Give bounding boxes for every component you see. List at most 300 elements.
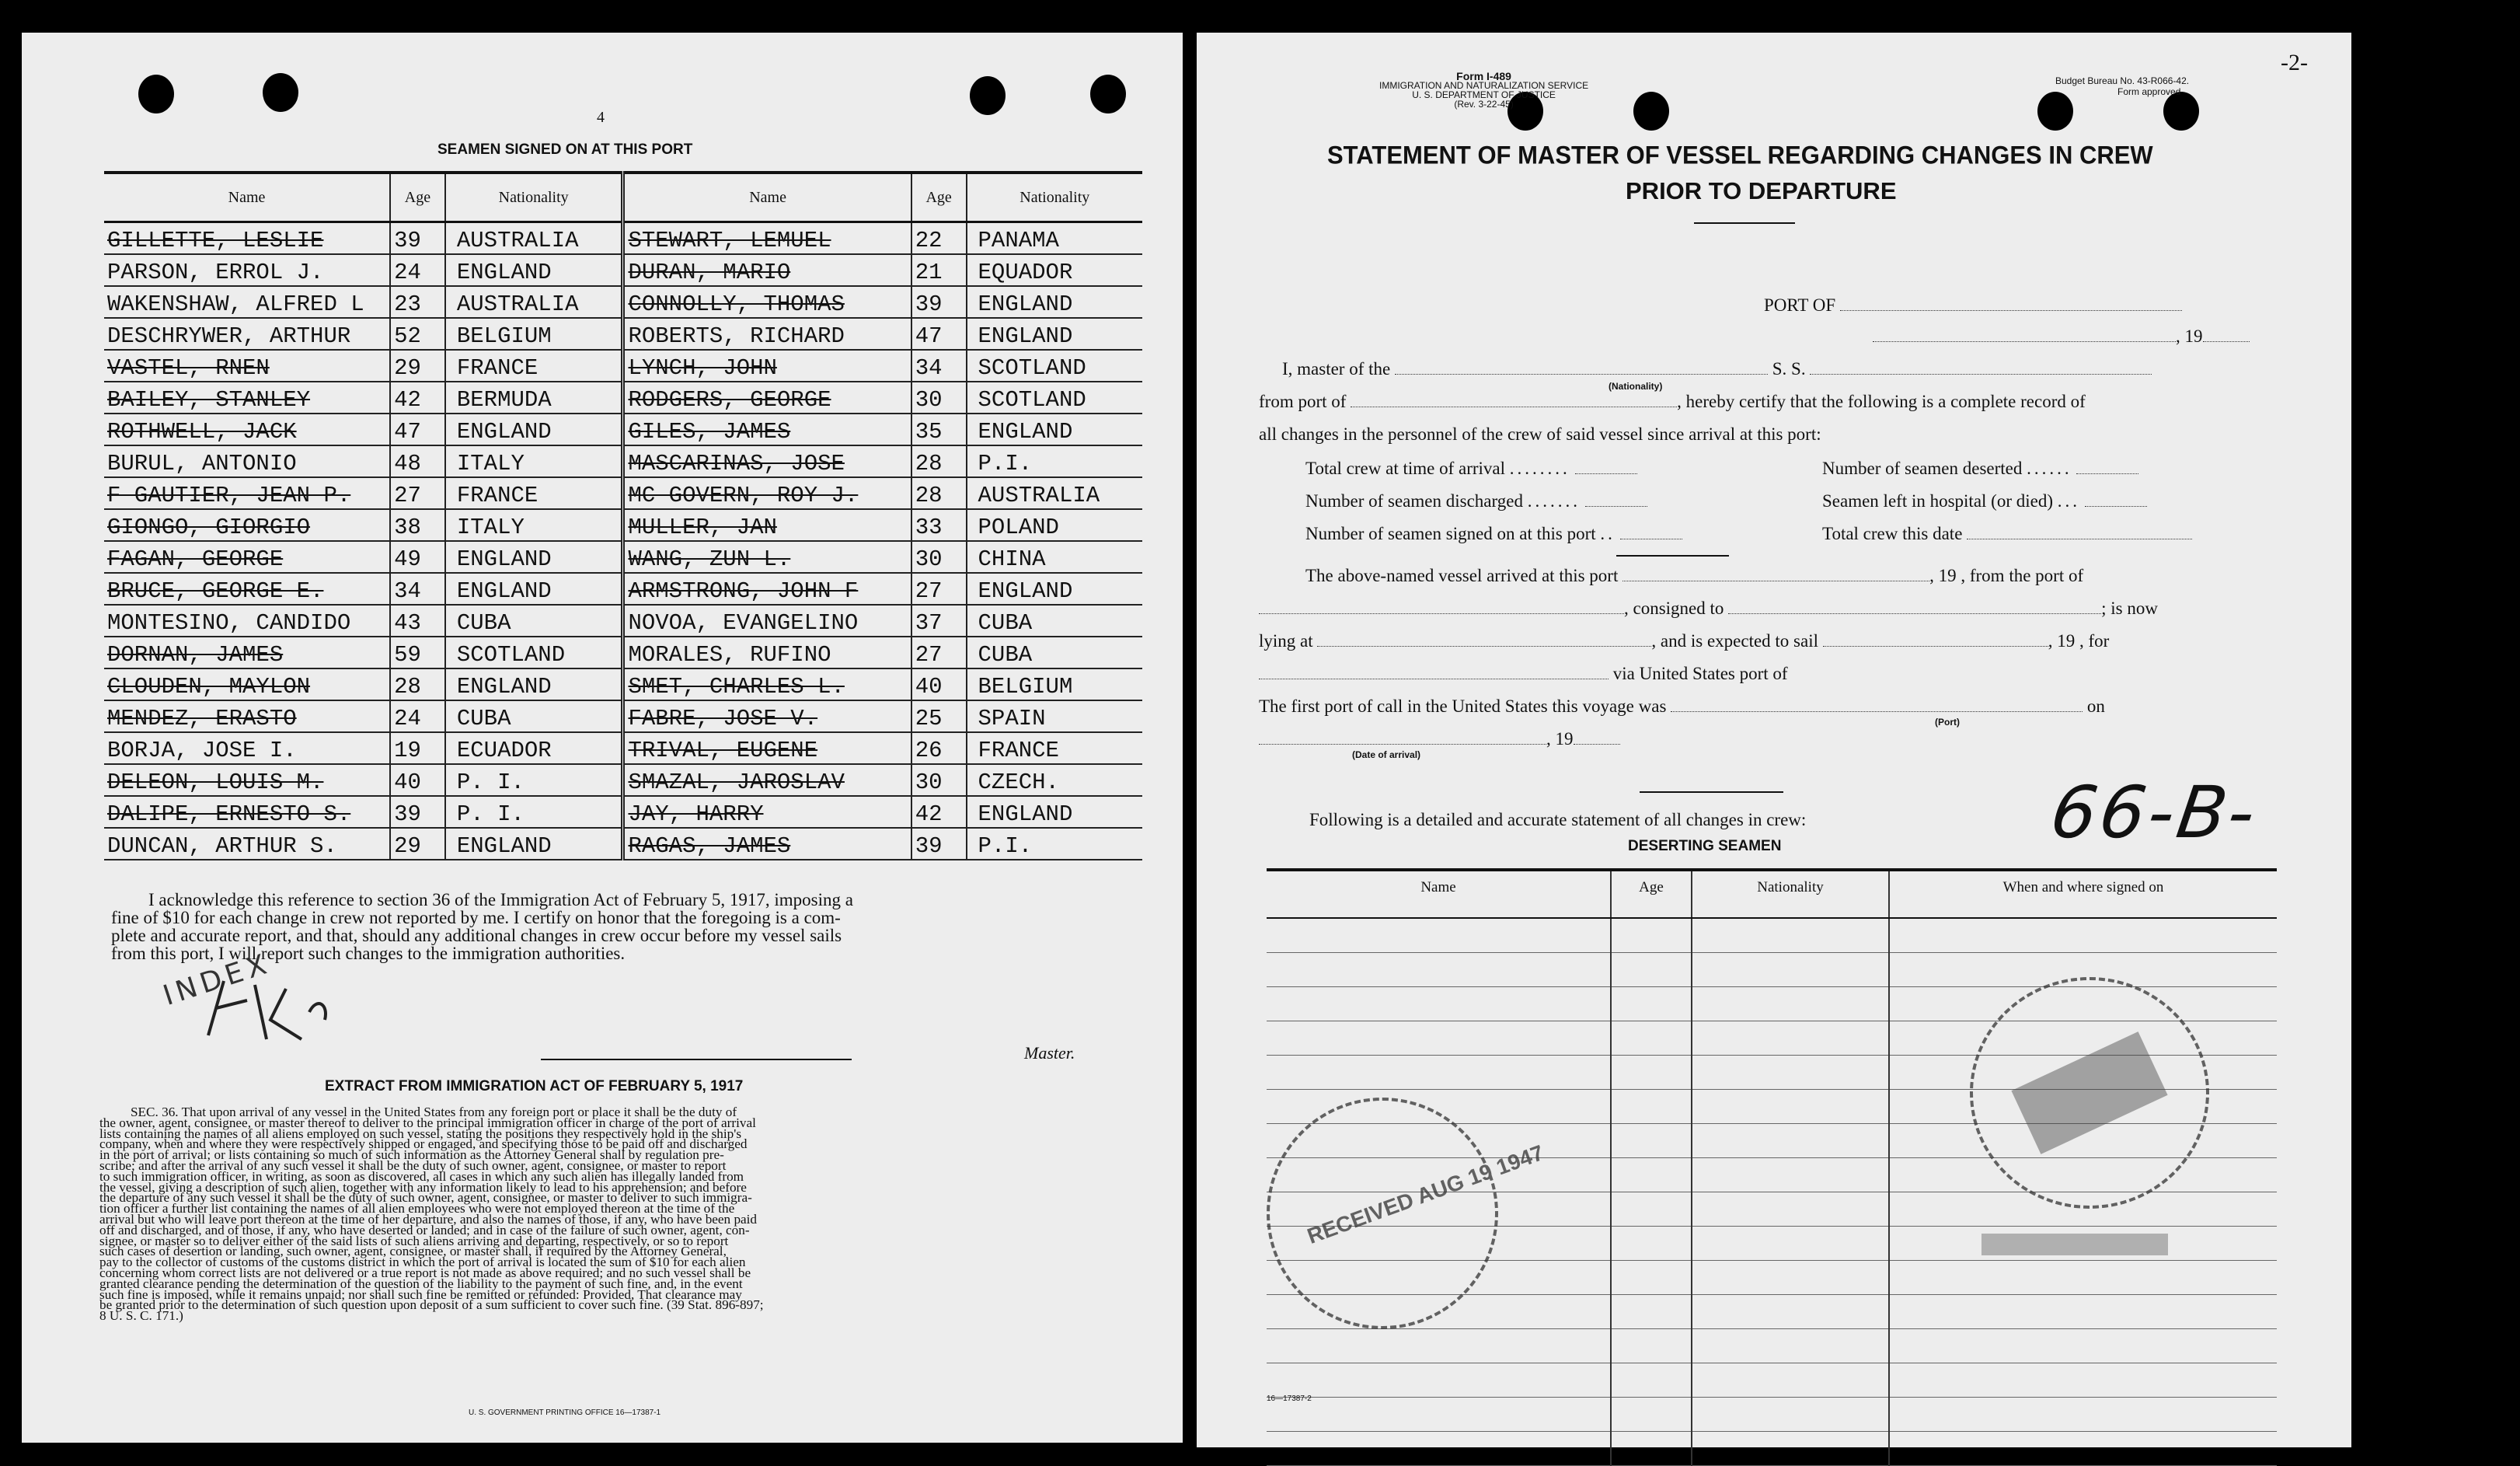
desert-signed-cell[interactable] [1889, 1295, 2277, 1329]
date-caption: (Date of arrival) [1352, 749, 1421, 760]
seaman-nationality: PANAMA [967, 222, 1142, 255]
via-label: via United States port of [1612, 664, 1788, 683]
seaman-name: GILES, JAMES [623, 414, 911, 445]
deserted-line: Number of seamen deserted ...... [1822, 459, 2138, 479]
desert-age-cell[interactable] [1611, 1432, 1692, 1466]
seaman-nationality: CZECH. [967, 764, 1142, 796]
seaman-name: WAKENSHAW, ALFRED L [104, 286, 390, 318]
seaman-age: 38 [390, 509, 445, 541]
seaman-nationality: AUSTRALIA [445, 286, 623, 318]
punch-hole [1090, 75, 1126, 113]
hospital-field[interactable] [2085, 492, 2147, 507]
for-label: , 19 , for [2048, 631, 2110, 651]
desert-nationality-cell[interactable] [1692, 1261, 1889, 1295]
master-line [1259, 359, 2152, 379]
form-header [1379, 72, 1588, 109]
col-age: Age [390, 173, 445, 222]
total-arrival-field[interactable] [1575, 459, 1637, 474]
extract-line: the owner, agent, consignee, or master thereof to deliver to the principal immigration officer in charge of the port of arrival [99, 1115, 756, 1130]
year-label: , 19 [2176, 326, 2203, 346]
desert-nationality-cell[interactable] [1692, 1432, 1889, 1466]
seaman-name: RAGAS, JAMES [623, 828, 911, 860]
extract-line: company, when and where they were respectively shipped or engaged, and specifying those to be paid off and discharged [99, 1136, 748, 1152]
table-row [104, 509, 1142, 541]
table-row [1267, 1398, 2277, 1432]
table-row [1267, 918, 2277, 953]
following-text: Following is a detailed and accurate statement of all changes in crew: [1309, 810, 1807, 829]
extract-line: scribe; and after the arrival of any such vessel it shall be the duty of such owner, agent, consignee, or master to report [99, 1157, 727, 1173]
destination-field[interactable] [1259, 665, 1609, 679]
deserting-title: DESERTING SEAMEN [1628, 838, 1782, 854]
desert-age-cell[interactable] [1611, 1363, 1692, 1398]
seamen-signed-title: SEAMEN SIGNED ON AT THIS PORT [437, 141, 693, 158]
year-field[interactable] [2203, 327, 2250, 342]
port-of-field[interactable] [1840, 296, 2182, 311]
sail-date-field[interactable] [1823, 632, 2048, 647]
desert-name-cell[interactable] [1267, 1432, 1611, 1466]
seaman-name: DORNAN, JAMES [104, 637, 390, 668]
desert-age-cell[interactable] [1611, 987, 1692, 1021]
table-row [104, 254, 1142, 286]
desert-nationality-cell[interactable] [1692, 1090, 1889, 1124]
discharged-line: Number of seamen discharged ....... [1305, 491, 1647, 511]
desert-signed-cell[interactable] [1889, 1398, 2277, 1432]
hospital-label: Seamen left in hospital (or died) [1822, 491, 2054, 511]
seaman-name: DELEON, LOUIS M. [104, 764, 390, 796]
desert-nationality-cell[interactable] [1692, 1329, 1889, 1363]
seaman-nationality: P. I. [445, 796, 623, 828]
desert-nationality-cell[interactable] [1692, 1158, 1889, 1192]
seaman-age: 43 [390, 605, 445, 637]
seaman-age: 39 [390, 796, 445, 828]
expected-label: , and is expected to sail [1651, 631, 1818, 651]
table-row [104, 668, 1142, 700]
table-row [104, 605, 1142, 637]
received-stamp [1267, 1098, 1547, 1329]
seaman-name: DALIPE, ERNESTO S. [104, 796, 390, 828]
form-number: Form I-489 [1456, 70, 1511, 82]
seaman-name: DURAN, MARIO [623, 254, 911, 286]
seaman-name: BURUL, ANTONIO [104, 445, 390, 477]
right-page [1197, 33, 2351, 1447]
seaman-nationality: AUSTRALIA [445, 222, 623, 255]
first-port-line [1259, 696, 2105, 717]
seaman-nationality: ENGLAND [445, 828, 623, 860]
extract-line: such cases of desertion or landing, such owner, agent, consignee, or master shall, if required by the Attorney General, [99, 1244, 727, 1259]
seaman-age: 49 [390, 541, 445, 573]
seaman-nationality: P. I. [445, 764, 623, 796]
seaman-name: GILLETTE, LESLIE [104, 222, 390, 255]
punch-hole [138, 75, 174, 113]
form-revision: (Rev. 3-22-45) [1454, 99, 1514, 110]
punch-hole [970, 76, 1006, 115]
handwritten-initials-mark [193, 965, 340, 1051]
desert-age-cell[interactable] [1611, 1192, 1692, 1227]
consignee-field[interactable] [1728, 599, 2101, 614]
col-age: Age [1611, 870, 1692, 918]
mid-rule [1640, 791, 1783, 793]
table-row [104, 445, 1142, 477]
desert-nationality-cell[interactable] [1692, 1398, 1889, 1432]
desert-age-cell[interactable] [1611, 1329, 1692, 1363]
seaman-age: 42 [911, 796, 967, 828]
seaman-age: 52 [390, 318, 445, 350]
seaman-age: 22 [911, 222, 967, 255]
seaman-nationality: ITALY [445, 445, 623, 477]
port-caption: (Port) [1935, 717, 1960, 728]
lying-at-label: lying at [1259, 631, 1313, 651]
seaman-nationality: BELGIUM [967, 668, 1142, 700]
seaman-nationality: SPAIN [967, 700, 1142, 732]
seaman-age: 40 [911, 668, 967, 700]
extract-line: the vessel, giving a description of such alien, together with any information likely to lead to his apprehension; and before [99, 1179, 747, 1195]
seaman-nationality: BELGIUM [445, 318, 623, 350]
form-subtitle: PRIOR TO DEPARTURE [1626, 177, 1897, 204]
desert-age-cell[interactable] [1611, 1295, 1692, 1329]
desert-age-cell[interactable] [1611, 1398, 1692, 1432]
extract-line: 8 U. S. C. 171.) [99, 1308, 183, 1324]
seaman-age: 34 [390, 573, 445, 605]
desert-name-cell[interactable] [1267, 1021, 1611, 1056]
seaman-age: 30 [911, 382, 967, 414]
seaman-age: 21 [911, 254, 967, 286]
seaman-name: TRIVAL, EUGENE [623, 732, 911, 764]
table-row [104, 350, 1142, 382]
from-the-port-label: , 19 , from the port of [1929, 566, 2084, 585]
desert-name-cell[interactable] [1267, 1329, 1611, 1363]
col-when-where: When and where signed on [1889, 870, 2277, 918]
corner-page-mark: -2- [2281, 50, 2308, 75]
seaman-age: 40 [390, 764, 445, 796]
col-name: Name [104, 173, 390, 222]
seaman-age: 24 [390, 700, 445, 732]
seaman-name: F GAUTIER, JEAN P. [104, 477, 390, 509]
seaman-name: BRUCE, GEORGE E. [104, 573, 390, 605]
arrived-label: The above-named vessel arrived at this port [1305, 566, 1619, 585]
on-label: on [2086, 696, 2105, 716]
seaman-name: PARSON, ERROL J. [104, 254, 390, 286]
seaman-age: 59 [390, 637, 445, 668]
desert-name-cell[interactable] [1267, 1398, 1611, 1432]
desert-age-cell[interactable] [1611, 918, 1692, 953]
date-of-arrival-field[interactable] [1259, 730, 1546, 745]
ss-label: S. S. [1772, 359, 1806, 379]
seaman-name: RODGERS, GEORGE [623, 382, 911, 414]
postmark-ink [2011, 1031, 2167, 1154]
desert-nationality-cell[interactable] [1692, 1021, 1889, 1056]
date-field[interactable] [1873, 327, 2176, 342]
year2-label: , 19 [1546, 729, 1574, 749]
desert-name-cell[interactable] [1267, 1056, 1611, 1090]
from-port-line [1259, 392, 2086, 412]
postmark-stamp [1970, 977, 2209, 1209]
all-changes-text: all changes in the personnel of the crew of said vessel since arrival at this port: [1259, 424, 1821, 444]
date-arrival-line [1259, 729, 1620, 749]
table-header-row [104, 173, 1142, 222]
seaman-nationality: CUBA [445, 700, 623, 732]
seaman-nationality: CUBA [445, 605, 623, 637]
desert-nationality-cell[interactable] [1692, 1295, 1889, 1329]
desert-signed-cell[interactable] [1889, 918, 2277, 953]
seaman-nationality: ENGLAND [445, 254, 623, 286]
seaman-name: ROBERTS, RICHARD [623, 318, 911, 350]
extract-line: pay to the collector of customs of the customs district in which the port of arrival is located the sum of $10 for each alien [99, 1255, 746, 1270]
seaman-nationality: SCOTLAND [445, 637, 623, 668]
extract-line: in the port of arrival; or lists containing so much of such information as the Attorney General shall by regulation pre- [99, 1147, 724, 1163]
seaman-nationality: FRANCE [445, 477, 623, 509]
desert-signed-cell[interactable] [1889, 1261, 2277, 1295]
printer-note: U. S. GOVERNMENT PRINTING OFFICE 16—17387-1 [469, 1408, 661, 1417]
seaman-nationality: ENGLAND [445, 414, 623, 445]
desert-signed-cell[interactable] [1889, 1363, 2277, 1398]
is-now-label: ; is now [2101, 599, 2158, 618]
desert-age-cell[interactable] [1611, 1261, 1692, 1295]
from-port-field[interactable] [1351, 393, 1677, 407]
seaman-age: 39 [390, 222, 445, 255]
desert-age-cell[interactable] [1611, 1021, 1692, 1056]
seaman-nationality: ENGLAND [967, 318, 1142, 350]
table-row [104, 222, 1142, 255]
col-name: Name [1267, 870, 1611, 918]
total-arrival-label: Total crew at time of arrival [1305, 459, 1506, 478]
seaman-age: 37 [911, 605, 967, 637]
master-signature-line [541, 1059, 852, 1060]
table-row [104, 414, 1142, 445]
extract-title: EXTRACT FROM IMMIGRATION ACT OF FEBRUARY 5, 1917 [325, 1078, 744, 1094]
total-crew-field[interactable] [1967, 525, 2192, 539]
seaman-nationality: ENGLAND [967, 796, 1142, 828]
seaman-age: 34 [911, 350, 967, 382]
handwritten-file-number: 66-B- [2045, 771, 2264, 854]
desert-age-cell[interactable] [1611, 1090, 1692, 1124]
seaman-name: VASTEL, RNEN [104, 350, 390, 382]
total-crew-line [1822, 524, 2192, 544]
desert-nationality-cell[interactable] [1692, 953, 1889, 987]
seaman-name: MULLER, JAN [623, 509, 911, 541]
seaman-nationality: ENGLAND [967, 286, 1142, 318]
desert-signed-cell[interactable] [1889, 1329, 2277, 1363]
seaman-age: 19 [390, 732, 445, 764]
seaman-name: MENDEZ, ERASTO [104, 700, 390, 732]
table-row [104, 637, 1142, 668]
totals-rule [1616, 555, 1729, 557]
table-row [104, 318, 1142, 350]
seaman-name: JAY, HARRY [623, 796, 911, 828]
seaman-nationality: ENGLAND [445, 541, 623, 573]
seaman-name: WANG, ZUN L. [623, 541, 911, 573]
desert-age-cell[interactable] [1611, 1227, 1692, 1261]
extract-line: granted clearance pending the determination of the question of the liability to the payment of such fine, and, in the event [99, 1276, 743, 1291]
acknowledgment-line: from this port, I will report such changes to the immigration authorities. [111, 944, 626, 963]
first-port-label: The first port of call in the United States this voyage was [1259, 696, 1667, 716]
first-port-field[interactable] [1671, 697, 2083, 712]
seaman-nationality: EQUADOR [967, 254, 1142, 286]
via-line [1259, 664, 1788, 684]
records-stamp [1981, 1234, 2168, 1255]
desert-nationality-cell[interactable] [1692, 987, 1889, 1021]
seaman-name: DUNCAN, ARTHUR S. [104, 828, 390, 860]
desert-nationality-cell[interactable] [1692, 918, 1889, 953]
seaman-name: FABRE, JOSE V. [623, 700, 911, 732]
desert-nationality-cell[interactable] [1692, 1056, 1889, 1090]
table-row [1267, 1432, 2277, 1466]
seaman-nationality: ENGLAND [967, 573, 1142, 605]
seaman-name: MC GOVERN, ROY J. [623, 477, 911, 509]
left-page [22, 33, 1183, 1443]
title-rule [1694, 222, 1795, 224]
seaman-nationality: ENGLAND [445, 573, 623, 605]
seaman-name: CLOUDEN, MAYLON [104, 668, 390, 700]
desert-signed-cell[interactable] [1889, 1432, 2277, 1466]
seaman-nationality: ENGLAND [967, 414, 1142, 445]
punch-hole [2037, 92, 2073, 131]
seaman-age: 26 [911, 732, 967, 764]
seaman-age: 27 [911, 637, 967, 668]
form-title: STATEMENT OF MASTER OF VESSEL REGARDING CHANGES IN CREW [1327, 141, 2153, 169]
seaman-nationality: CUBA [967, 605, 1142, 637]
seaman-nationality: P.I. [967, 445, 1142, 477]
desert-name-cell[interactable] [1267, 987, 1611, 1021]
table-row [104, 828, 1142, 860]
desert-age-cell[interactable] [1611, 953, 1692, 987]
extract-line: arrival but who will leave port thereon at the time of her departure, and also the names of those, if any, who have been paid [99, 1211, 758, 1227]
punch-hole [263, 73, 298, 112]
port-of-line [1764, 295, 2182, 316]
extract-line: tion officer a further list containing the names of all alien employees who were not employed thereon at the time of the [99, 1201, 735, 1216]
seaman-nationality: ECUADOR [445, 732, 623, 764]
extract-line: off and discharged, and of those, if any, who have deserted or landed; and in case of the failure of such owner, agent, con- [99, 1222, 750, 1237]
extract-line: SEC. 36. That upon arrival of any vessel in the United States from any foreign port or place it shall be the duty of [131, 1105, 737, 1119]
seaman-age: 27 [390, 477, 445, 509]
desert-name-cell[interactable] [1267, 918, 1611, 953]
from-port-label: from port of [1259, 392, 1347, 411]
table-row [104, 700, 1142, 732]
extract-line: concerning whom correct lists are not delivered or a true report is not made as above required; and no such vessel shall be [99, 1265, 751, 1280]
col-nationality: Nationality [1692, 870, 1889, 918]
seaman-age: 28 [911, 445, 967, 477]
seaman-age: 23 [390, 286, 445, 318]
year2-field[interactable] [1574, 730, 1620, 745]
seaman-name: CONNOLLY, THOMAS [623, 286, 911, 318]
discharged-field[interactable] [1585, 492, 1647, 507]
seaman-nationality: FRANCE [967, 732, 1142, 764]
seaman-nationality: ITALY [445, 509, 623, 541]
table-row [104, 541, 1142, 573]
desert-nationality-cell[interactable] [1692, 1227, 1889, 1261]
table-row [104, 732, 1142, 764]
acknowledgment-line: I acknowledge this reference to section 36 of the Immigration Act of February 5, 1917, imposing a [148, 890, 853, 909]
seaman-name: MASCARINAS, JOSE [623, 445, 911, 477]
seamen-table-body [104, 222, 1142, 860]
seaman-nationality: SCOTLAND [967, 382, 1142, 414]
seaman-nationality: CUBA [967, 637, 1142, 668]
received-stamp-text: RECEIVED AUG 19 1947 [1304, 1140, 1547, 1249]
desert-nationality-cell[interactable] [1692, 1363, 1889, 1398]
seaman-nationality: AUSTRALIA [967, 477, 1142, 509]
seaman-name: BORJA, JOSE I. [104, 732, 390, 764]
budget-number: Budget Bureau No. 43-R066-42. [2055, 75, 2190, 86]
extract-line: lists containing the names of all aliens employed on such vessel, stating the positions they respectively hold in the ship's [99, 1126, 742, 1141]
seaman-age: 30 [911, 541, 967, 573]
table-row [1267, 1363, 2277, 1398]
seaman-age: 28 [911, 477, 967, 509]
seaman-name: NOVOA, EVANGELINO [623, 605, 911, 637]
table-header-row [1267, 870, 2277, 918]
seaman-name: MONTESINO, CANDIDO [104, 605, 390, 637]
extract-line: to such immigration officer, in writing, as soon as discovered, all cases in which any such alien has illegally landed from [99, 1168, 744, 1184]
deserted-label: Number of seamen deserted [1822, 459, 2023, 478]
seaman-age: 29 [390, 350, 445, 382]
seaman-age: 47 [390, 414, 445, 445]
seaman-nationality: ENGLAND [445, 668, 623, 700]
acknowledgment-line: fine of $10 for each change in crew not reported by me. I certify on honor that the foregoing is a com- [111, 908, 841, 927]
total-crew-label: Total crew this date [1822, 524, 1963, 543]
seaman-name: BAILEY, STANLEY [104, 382, 390, 414]
deserted-field[interactable] [2076, 459, 2138, 474]
seaman-nationality: FRANCE [445, 350, 623, 382]
desert-nationality-cell[interactable] [1692, 1124, 1889, 1158]
punch-hole [1633, 92, 1669, 131]
budget-bureau [2055, 75, 2189, 97]
consigned-label: , consigned to [1624, 599, 1724, 618]
seaman-name: GIONGO, GIORGIO [104, 509, 390, 541]
desert-name-cell[interactable] [1267, 1363, 1611, 1398]
seaman-name: ARMSTRONG, JOHN F [623, 573, 911, 605]
col-age: Age [911, 173, 967, 222]
nationality-field[interactable] [1395, 360, 1768, 375]
lying-at-field[interactable] [1317, 632, 1651, 647]
seaman-age: 28 [390, 668, 445, 700]
ship-name-field[interactable] [1810, 360, 2152, 375]
table-row [104, 382, 1142, 414]
seaman-age: 33 [911, 509, 967, 541]
form-approved: Form approved [2117, 86, 2181, 97]
table-row [104, 796, 1142, 828]
seaman-nationality: CHINA [967, 541, 1142, 573]
lying-line [1259, 631, 2109, 651]
desert-age-cell[interactable] [1611, 1056, 1692, 1090]
seaman-nationality: P.I. [967, 828, 1142, 860]
form-department: U. S. DEPARTMENT OF JUSTICE [1412, 89, 1556, 100]
arrival-date-field[interactable] [1622, 567, 1929, 581]
signed-on-line: Number of seamen signed on at this port .. [1305, 524, 1682, 544]
master-of-label: I, master of the [1282, 359, 1391, 379]
seaman-age: 47 [911, 318, 967, 350]
desert-nationality-cell[interactable] [1692, 1192, 1889, 1227]
departure-port-field[interactable] [1259, 599, 1624, 614]
seaman-name: STEWART, LEMUEL [623, 222, 911, 255]
table-row [1267, 1329, 2277, 1363]
arrived-line [1305, 566, 2083, 586]
seaman-age: 30 [911, 764, 967, 796]
extract-line: the departure of any such vessel it shall be the duty of such owner, agent, consignee, or master to deliver to such immigra- [99, 1190, 752, 1206]
table-row [104, 764, 1142, 796]
seaman-age: 39 [911, 828, 967, 860]
index-stamp: INDEX [159, 947, 275, 1013]
table-row [104, 573, 1142, 605]
seaman-age: 48 [390, 445, 445, 477]
desert-name-cell[interactable] [1267, 953, 1611, 987]
desert-age-cell[interactable] [1611, 1124, 1692, 1158]
form-agency: IMMIGRATION AND NATURALIZATION SERVICE [1379, 80, 1589, 91]
acknowledgment-line: plete and accurate report, and that, should any additional changes in crew occur before my vessel sails [111, 926, 842, 945]
desert-age-cell[interactable] [1611, 1158, 1692, 1192]
seaman-age: 39 [911, 286, 967, 318]
signed-on-field[interactable] [1620, 525, 1682, 539]
extract-line: be granted prior to the determination of such question upon deposit of a sum sufficient to cover such fine. (39 Stat. 896-897; [99, 1297, 764, 1313]
certify-text: , hereby certify that the following is a complete record of [1677, 392, 2086, 411]
col-nationality: Nationality [967, 173, 1142, 222]
